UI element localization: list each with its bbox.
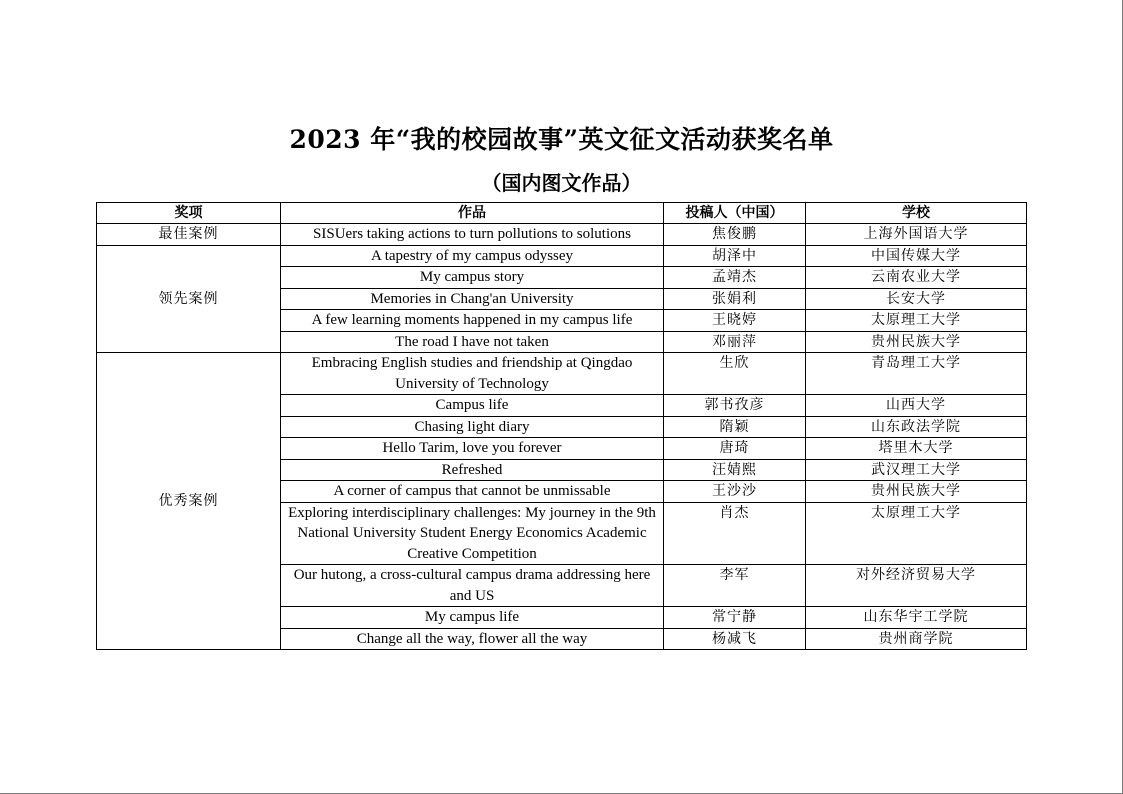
author-cell: 孟靖杰	[664, 267, 806, 289]
work-cell: Campus life	[281, 395, 664, 417]
school-cell: 对外经济贸易大学	[806, 565, 1027, 607]
school-cell: 山东政法学院	[806, 416, 1027, 438]
author-cell: 杨减飞	[664, 628, 806, 650]
work-cell: Exploring interdisciplinary challenges: My journey in the 9th National University Student Energy Economics Academic Creative Competition	[281, 502, 664, 565]
award-cell-excellent: 优秀案例	[97, 353, 281, 650]
work-cell: Our hutong, a cross-cultural campus drama addressing here and US	[281, 565, 664, 607]
award-table	[96, 202, 1027, 650]
author-cell: 生欣	[664, 353, 806, 395]
author-cell: 焦俊鹏	[664, 224, 806, 246]
author-cell: 王沙沙	[664, 481, 806, 503]
school-cell: 云南农业大学	[806, 267, 1027, 289]
author-cell: 唐琦	[664, 438, 806, 460]
table-row	[97, 353, 1027, 395]
school-cell: 山西大学	[806, 395, 1027, 417]
school-cell: 上海外国语大学	[806, 224, 1027, 246]
work-cell: Hello Tarim, love you forever	[281, 438, 664, 460]
table-header-row	[97, 203, 1027, 224]
school-cell: 长安大学	[806, 288, 1027, 310]
work-cell: A few learning moments happened in my campus life	[281, 310, 664, 332]
work-cell: SISUers taking actions to turn pollutions to solutions	[281, 224, 664, 246]
award-cell-best: 最佳案例	[97, 224, 281, 246]
work-cell: Refreshed	[281, 459, 664, 481]
school-cell: 贵州民族大学	[806, 481, 1027, 503]
school-cell: 山东华宇工学院	[806, 607, 1027, 629]
document-subtitle: （国内图文作品）	[481, 171, 642, 195]
award-cell-leading: 领先案例	[97, 245, 281, 353]
school-cell: 太原理工大学	[806, 310, 1027, 332]
table-row	[97, 224, 1027, 246]
author-cell: 肖杰	[664, 502, 806, 565]
document-title: 2023 年“我的校园故事”英文征文活动获奖名单	[289, 125, 834, 154]
work-cell: A tapestry of my campus odyssey	[281, 245, 664, 267]
work-cell: My campus life	[281, 607, 664, 629]
header-school: 学校	[806, 203, 1027, 224]
author-cell: 隋颖	[664, 416, 806, 438]
table-row	[97, 245, 1027, 267]
author-cell: 郭书孜彦	[664, 395, 806, 417]
work-cell: Memories in Chang'an University	[281, 288, 664, 310]
author-cell: 邓丽萍	[664, 331, 806, 353]
work-cell: Chasing light diary	[281, 416, 664, 438]
header-author: 投稿人（中国）	[664, 203, 806, 224]
school-cell: 贵州商学院	[806, 628, 1027, 650]
header-work: 作品	[281, 203, 664, 224]
author-cell: 汪婧熙	[664, 459, 806, 481]
school-cell: 青岛理工大学	[806, 353, 1027, 395]
author-cell: 王晓婷	[664, 310, 806, 332]
school-cell: 贵州民族大学	[806, 331, 1027, 353]
header-award: 奖项	[97, 203, 281, 224]
author-cell: 胡泽中	[664, 245, 806, 267]
school-cell: 塔里木大学	[806, 438, 1027, 460]
school-cell: 中国传媒大学	[806, 245, 1027, 267]
school-cell: 太原理工大学	[806, 502, 1027, 565]
work-cell: A corner of campus that cannot be unmissable	[281, 481, 664, 503]
school-cell: 武汉理工大学	[806, 459, 1027, 481]
work-cell: Embracing English studies and friendship at Qingdao University of Technology	[281, 353, 664, 395]
author-cell: 李军	[664, 565, 806, 607]
author-cell: 常宁静	[664, 607, 806, 629]
work-cell: My campus story	[281, 267, 664, 289]
author-cell: 张娟利	[664, 288, 806, 310]
work-cell: Change all the way, flower all the way	[281, 628, 664, 650]
work-cell: The road I have not taken	[281, 331, 664, 353]
